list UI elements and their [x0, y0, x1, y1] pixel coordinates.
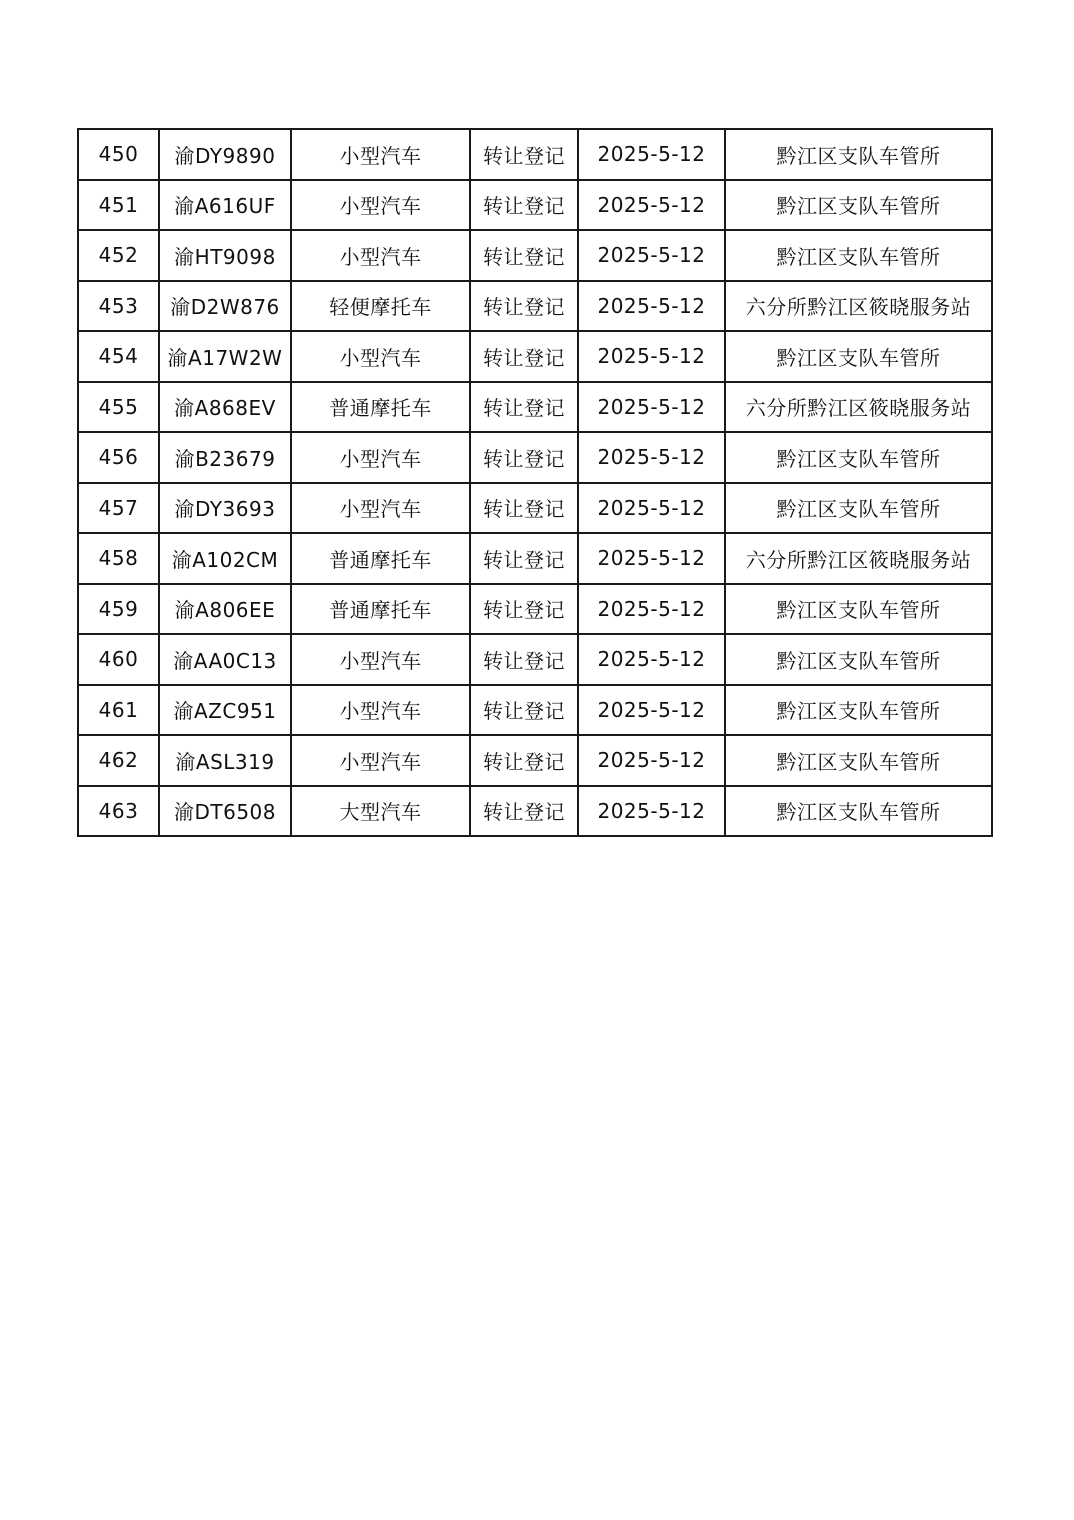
business-type-cell: 转让登记 — [470, 180, 578, 231]
office-cell: 黔江区支队车管所 — [725, 230, 992, 281]
table-row — [78, 634, 992, 685]
date-cell: 2025-5-12 — [578, 584, 725, 635]
table-row — [78, 331, 992, 382]
business-type-cell: 转让登记 — [470, 634, 578, 685]
table-row — [78, 382, 992, 433]
business-type-cell: 转让登记 — [470, 483, 578, 534]
business-type-cell: 转让登记 — [470, 584, 578, 635]
table-row — [78, 432, 992, 483]
plate-number-cell: 渝A868EV — [159, 382, 291, 433]
plate-number-cell: 渝D2W876 — [159, 281, 291, 332]
row-number-cell: 457 — [78, 483, 159, 534]
plate-number-cell: 渝B23679 — [159, 432, 291, 483]
date-cell: 2025-5-12 — [578, 786, 725, 837]
row-number-cell: 462 — [78, 735, 159, 786]
vehicle-type-cell: 普通摩托车 — [291, 584, 470, 635]
vehicle-type-cell: 小型汽车 — [291, 331, 470, 382]
plate-number-cell: 渝DY3693 — [159, 483, 291, 534]
vehicle-type-cell: 小型汽车 — [291, 129, 470, 180]
plate-number-cell: 渝A102CM — [159, 533, 291, 584]
plate-number-cell: 渝ASL319 — [159, 735, 291, 786]
row-number-cell: 456 — [78, 432, 159, 483]
vehicle-type-cell: 小型汽车 — [291, 634, 470, 685]
business-type-cell: 转让登记 — [470, 533, 578, 584]
table-row — [78, 483, 992, 534]
date-cell: 2025-5-12 — [578, 735, 725, 786]
date-cell: 2025-5-12 — [578, 180, 725, 231]
plate-number-cell: 渝A616UF — [159, 180, 291, 231]
row-number-cell: 451 — [78, 180, 159, 231]
date-cell: 2025-5-12 — [578, 281, 725, 332]
row-number-cell: 454 — [78, 331, 159, 382]
vehicle-registration-table — [77, 128, 993, 837]
business-type-cell: 转让登记 — [470, 735, 578, 786]
vehicle-type-cell: 小型汽车 — [291, 735, 470, 786]
plate-number-cell: 渝AA0C13 — [159, 634, 291, 685]
office-cell: 六分所黔江区筱晓服务站 — [725, 281, 992, 332]
vehicle-type-cell: 轻便摩托车 — [291, 281, 470, 332]
business-type-cell: 转让登记 — [470, 129, 578, 180]
row-number-cell: 460 — [78, 634, 159, 685]
vehicle-type-cell: 小型汽车 — [291, 180, 470, 231]
office-cell: 黔江区支队车管所 — [725, 584, 992, 635]
row-number-cell: 459 — [78, 584, 159, 635]
row-number-cell: 458 — [78, 533, 159, 584]
office-cell: 黔江区支队车管所 — [725, 432, 992, 483]
business-type-cell: 转让登记 — [470, 281, 578, 332]
office-cell: 黔江区支队车管所 — [725, 634, 992, 685]
plate-number-cell: 渝A806EE — [159, 584, 291, 635]
office-cell: 黔江区支队车管所 — [725, 483, 992, 534]
office-cell: 黔江区支队车管所 — [725, 331, 992, 382]
vehicle-type-cell: 小型汽车 — [291, 685, 470, 736]
vehicle-type-cell: 大型汽车 — [291, 786, 470, 837]
row-number-cell: 453 — [78, 281, 159, 332]
plate-number-cell: 渝AZC951 — [159, 685, 291, 736]
date-cell: 2025-5-12 — [578, 634, 725, 685]
date-cell: 2025-5-12 — [578, 432, 725, 483]
vehicle-type-cell: 普通摩托车 — [291, 382, 470, 433]
date-cell: 2025-5-12 — [578, 685, 725, 736]
business-type-cell: 转让登记 — [470, 786, 578, 837]
plate-number-cell: 渝DY9890 — [159, 129, 291, 180]
plate-number-cell: 渝DT6508 — [159, 786, 291, 837]
table-row — [78, 584, 992, 635]
plate-number-cell: 渝HT9098 — [159, 230, 291, 281]
office-cell: 黔江区支队车管所 — [725, 685, 992, 736]
date-cell: 2025-5-12 — [578, 129, 725, 180]
table-row — [78, 735, 992, 786]
office-cell: 六分所黔江区筱晓服务站 — [725, 533, 992, 584]
office-cell: 黔江区支队车管所 — [725, 735, 992, 786]
office-cell: 黔江区支队车管所 — [725, 129, 992, 180]
vehicle-type-cell: 小型汽车 — [291, 230, 470, 281]
row-number-cell: 463 — [78, 786, 159, 837]
vehicle-type-cell: 小型汽车 — [291, 432, 470, 483]
row-number-cell: 461 — [78, 685, 159, 736]
business-type-cell: 转让登记 — [470, 685, 578, 736]
vehicle-type-cell: 小型汽车 — [291, 483, 470, 534]
table-row — [78, 685, 992, 736]
row-number-cell: 455 — [78, 382, 159, 433]
date-cell: 2025-5-12 — [578, 230, 725, 281]
table-row — [78, 129, 992, 180]
business-type-cell: 转让登记 — [470, 432, 578, 483]
office-cell: 黔江区支队车管所 — [725, 786, 992, 837]
business-type-cell: 转让登记 — [470, 230, 578, 281]
office-cell: 黔江区支队车管所 — [725, 180, 992, 231]
table-row — [78, 533, 992, 584]
date-cell: 2025-5-12 — [578, 483, 725, 534]
office-cell: 六分所黔江区筱晓服务站 — [725, 382, 992, 433]
vehicle-type-cell: 普通摩托车 — [291, 533, 470, 584]
table-body — [78, 129, 992, 836]
plate-number-cell: 渝A17W2W — [159, 331, 291, 382]
date-cell: 2025-5-12 — [578, 533, 725, 584]
date-cell: 2025-5-12 — [578, 331, 725, 382]
business-type-cell: 转让登记 — [470, 382, 578, 433]
table-row — [78, 180, 992, 231]
row-number-cell: 450 — [78, 129, 159, 180]
business-type-cell: 转让登记 — [470, 331, 578, 382]
table-row — [78, 281, 992, 332]
table-row — [78, 786, 992, 837]
row-number-cell: 452 — [78, 230, 159, 281]
date-cell: 2025-5-12 — [578, 382, 725, 433]
table-row — [78, 230, 992, 281]
